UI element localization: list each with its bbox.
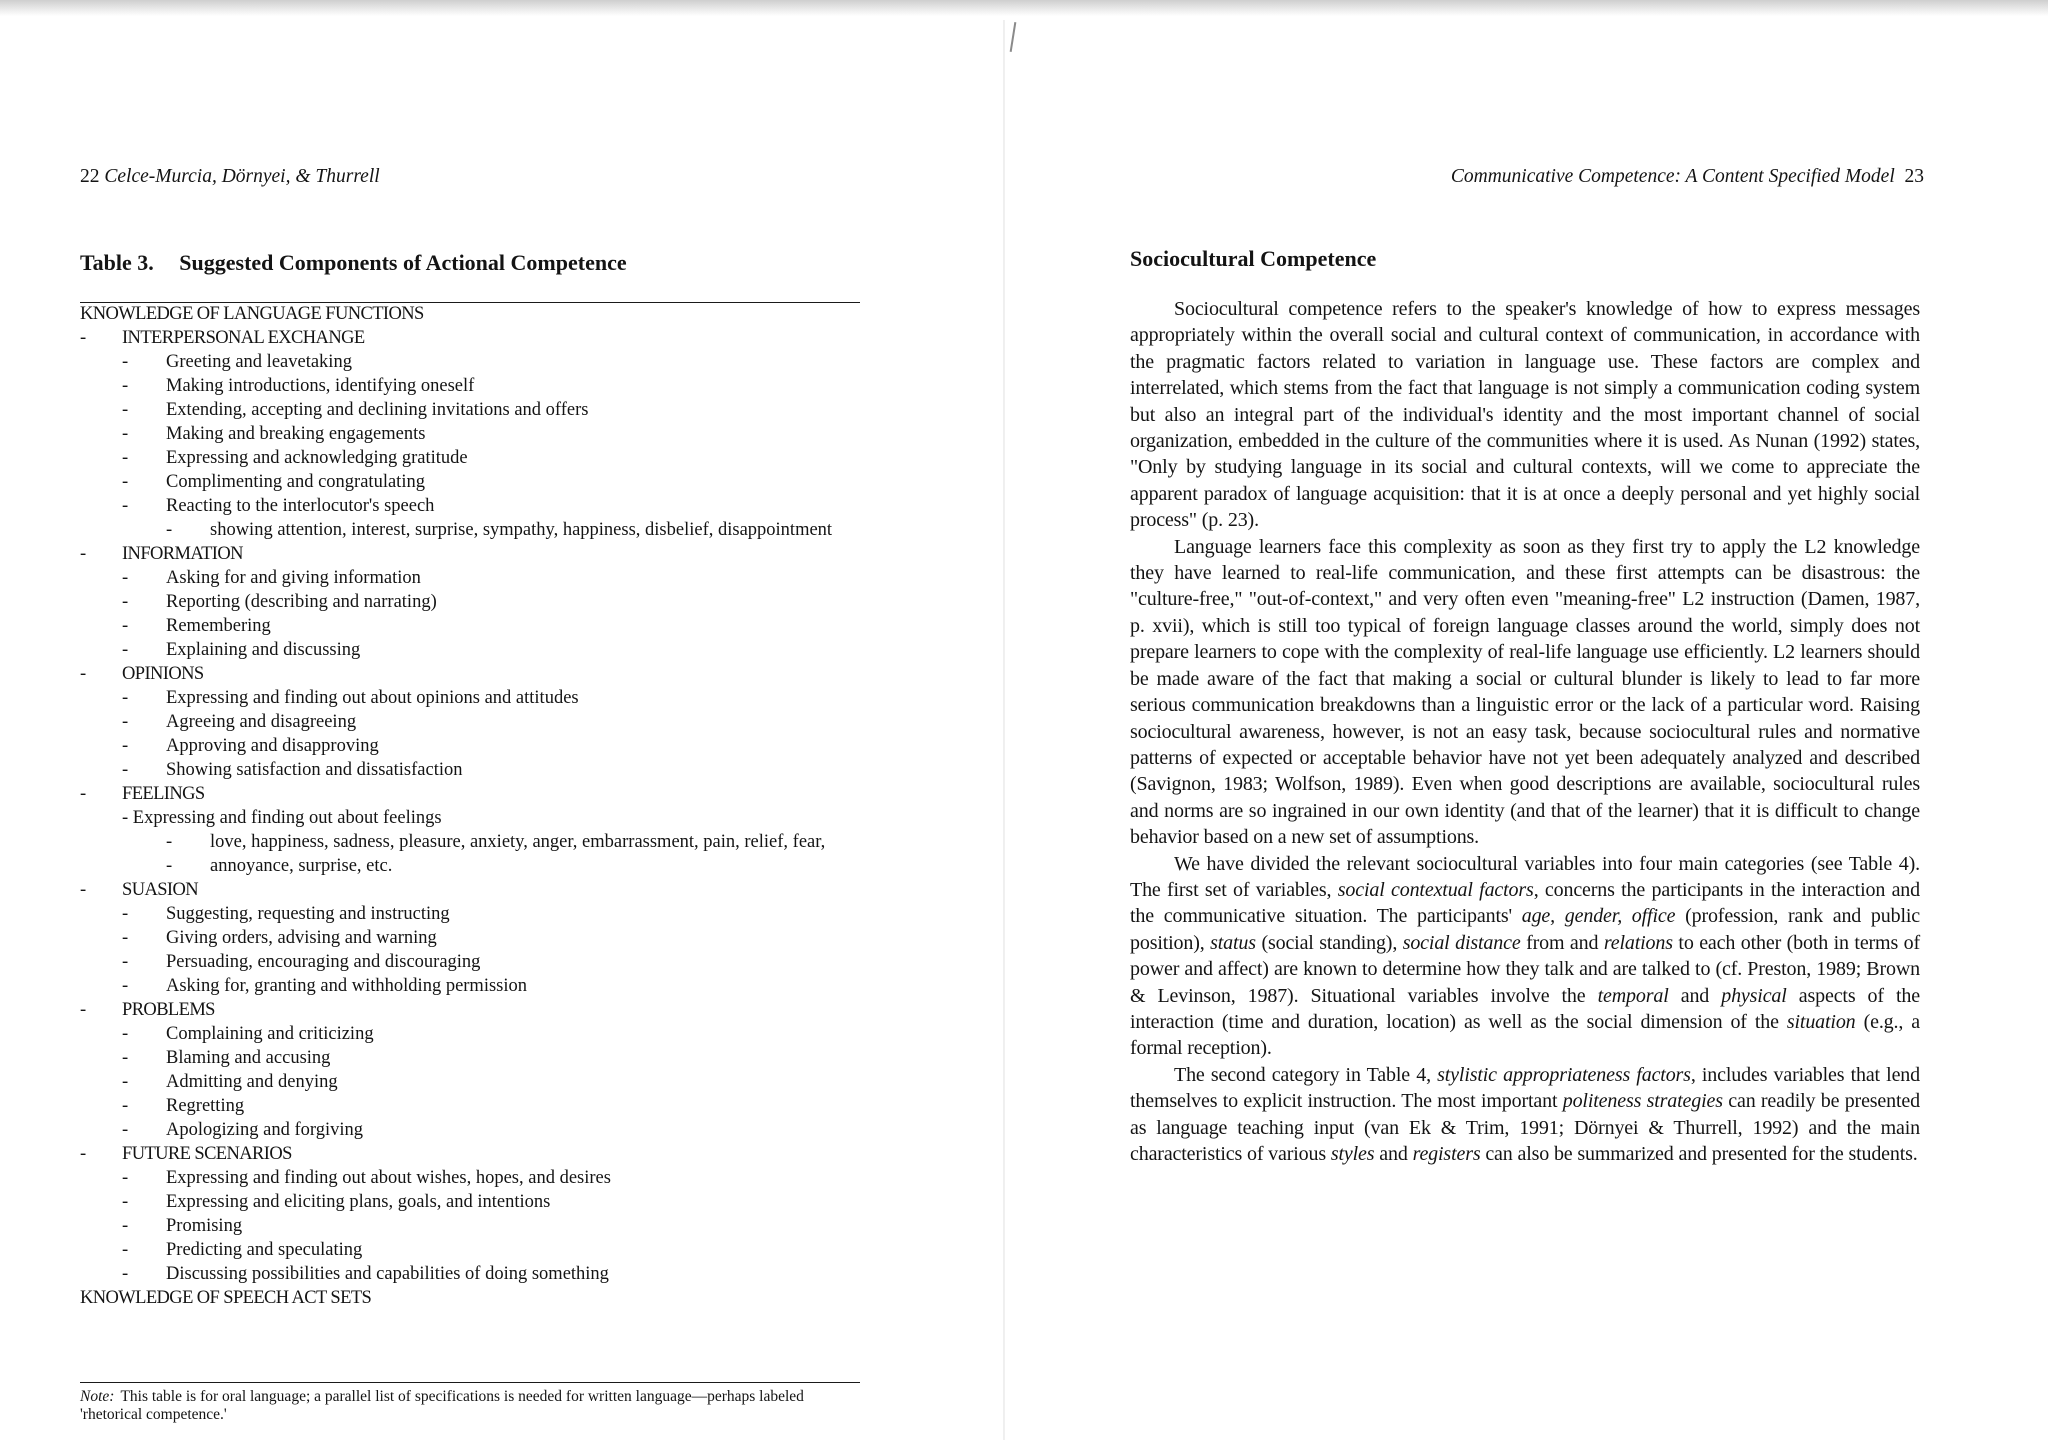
text-run: from and	[1520, 931, 1604, 954]
table-entry	[80, 998, 870, 1022]
table-entry-text: Blaming and accusing	[166, 1048, 331, 1068]
table-entry	[80, 1166, 870, 1190]
table-entry-text: Agreeing and disagreeing	[166, 712, 357, 732]
table-entry	[80, 710, 870, 734]
table-entry-text: Greeting and leavetaking	[166, 352, 352, 372]
table-entry	[80, 662, 870, 686]
table-entry-text: Reacting to the interlocutor's speech	[166, 496, 435, 516]
text-run: can also be summarized and presented for the students.	[1480, 1143, 1918, 1165]
table-body	[80, 302, 870, 1310]
table-entry-text: - Expressing and finding out about feelings	[122, 808, 442, 828]
text-run: Language learners face this complexity as soon as they first try to apply the L2 knowledge they have learned to real-life communication, and these first attempts can be disastrous: the "culture-free," "out-of-context," and very often even "meaning-free" L2 instruction (Damen, 1987, p. xvii), which is still too typical of foreign language classes around the world, simply does not prepare learners to cope with the complexity of real-life language use efficiently. L2 learners should be made aware of the fact that making a social or cultural blunder is likely to lead to far more serious communication breakdowns than a linguistic error or the lack of a particular word. Raising sociocultural awareness, however, is not an easy task, because sociocultural rules and normative patterns of expected or acceptable behavior have not yet been adequately analyzed and described (Savignon, 1983; Wolfson, 1989). Even when good descriptions are available, sociocultural rules and norms are so ingrained in our own identity (and that of the learner) that it is difficult to change behavior based on a new set of assumptions.	[1130, 535, 1920, 849]
table-entry	[80, 422, 870, 446]
table-entry-text: Expressing and acknowledging gratitude	[166, 448, 468, 468]
text-run: (profession, rank and public position),	[1130, 905, 1920, 954]
text-run: aspects of the interaction (time and duration, location) as well as the social dimension of the	[1130, 984, 1920, 1033]
list-dash: -	[166, 832, 173, 852]
list-dash: -	[80, 880, 86, 900]
table-entry	[80, 518, 870, 542]
table-entry	[80, 1190, 870, 1214]
table-entry	[80, 926, 870, 950]
table-entry-text: Complimenting and congratulating	[166, 472, 425, 492]
italic-term: registers	[1412, 1143, 1481, 1165]
table-entry	[80, 1214, 870, 1238]
table-entry-text: Explaining and discussing	[166, 640, 361, 660]
table-entry	[80, 1262, 870, 1286]
table-entry	[80, 542, 870, 566]
list-dash: -	[122, 424, 129, 444]
list-dash: -	[122, 928, 129, 948]
list-dash: -	[122, 1240, 129, 1260]
table-entry	[80, 878, 870, 902]
table-entry	[80, 782, 870, 806]
list-dash: -	[166, 520, 173, 540]
text-run: (social standing),	[1255, 931, 1403, 954]
table-entry	[80, 446, 870, 470]
right-page	[1004, 0, 2048, 1454]
list-dash: -	[80, 328, 86, 348]
table-entry	[80, 590, 870, 614]
list-dash: -	[80, 1000, 86, 1020]
table-entry-text: Extending, accepting and declining invitations and offers	[166, 400, 589, 420]
table-entry-text: Persuading, encouraging and discouraging	[166, 952, 481, 972]
text-run: can readily be presented as language teaching input (van Ek & Trim, 1991; Dörnyei & Thurrell, 1992) and the main characteristics of various	[1130, 1090, 1920, 1165]
table-entry	[80, 566, 870, 590]
list-dash: -	[122, 1168, 129, 1188]
list-dash: -	[122, 568, 129, 588]
list-dash: -	[122, 760, 129, 780]
list-dash: -	[80, 784, 86, 804]
list-dash: -	[122, 352, 129, 372]
list-dash: -	[122, 1120, 129, 1140]
list-dash: -	[122, 712, 129, 732]
italic-term: situation	[1786, 1010, 1856, 1033]
table-entry-text: INFORMATION	[122, 544, 243, 564]
table-entry-text: love, happiness, sadness, pleasure, anxiety, anger, embarrassment, pain, relief, fear,	[210, 832, 826, 852]
table-entry	[80, 350, 870, 374]
right-page-number: 23	[1904, 166, 1924, 187]
table-entry-text: Expressing and eliciting plans, goals, and intentions	[166, 1192, 551, 1212]
italic-term: politeness strategies	[1562, 1090, 1723, 1113]
text-run: The second category in Table 4,	[1174, 1063, 1438, 1086]
list-dash: -	[80, 544, 86, 564]
italic-term: physical	[1721, 984, 1787, 1007]
table-entry	[80, 1238, 870, 1262]
italic-term: styles	[1330, 1143, 1375, 1165]
list-dash: -	[122, 448, 129, 468]
table-note-label: Note:	[80, 1388, 115, 1405]
list-dash: -	[122, 472, 129, 492]
table-entry	[80, 734, 870, 758]
body-paragraph	[1130, 296, 1920, 534]
table-title	[80, 250, 627, 276]
text-run: , concerns the participants in the interaction and the communicative situation. The participants'	[1130, 878, 1920, 928]
table-entry	[80, 374, 870, 398]
list-dash: -	[122, 688, 129, 708]
left-page	[0, 0, 1004, 1454]
italic-term: social contextual factors	[1337, 878, 1534, 901]
list-dash: -	[166, 856, 173, 876]
text-run: (e.g., a formal reception).	[1130, 1010, 1920, 1060]
table-entry-text: INTERPERSONAL EXCHANGE	[122, 328, 365, 348]
table-entry-text: Asking for and giving information	[166, 568, 421, 588]
table-entry-text: annoyance, surprise, etc.	[210, 856, 393, 876]
list-dash: -	[80, 1144, 86, 1164]
text-run: We have divided the relevant sociocultural variables into four main categories (see Table 4). The first set of variables,	[1130, 852, 1920, 901]
table-entry-text: Complaining and criticizing	[166, 1024, 374, 1044]
italic-term: relations	[1603, 931, 1673, 954]
text-run: Sociocultural competence refers to the speaker's knowledge of how to express messages appropriately within the overall social and cultural context of communication, in accordance with the pragmatic factors related to variation in language use. These factors are complex and interrelated, which stems from the fact that language is not simply a communication coding system but also an integral part of the individual's identity and the most important channel of social organization, embedded in the culture of the communities where it is used. As Nunan (1992) states, "Only by studying language in its social and cultural contexts, will we come to appreciate the apparent paradox of language acquisition: that it is at once a deeply personal and yet highly social process" (p. 23).	[1130, 298, 1920, 532]
table-entry-text: Remembering	[166, 616, 271, 636]
italic-term: age, gender, office	[1521, 905, 1676, 928]
table-entry-text: Expressing and finding out about wishes, hopes, and desires	[166, 1168, 611, 1188]
table-entry	[80, 758, 870, 782]
table-entry-text: OPINIONS	[122, 664, 204, 684]
list-dash: -	[122, 1072, 129, 1092]
table-entry	[80, 302, 870, 326]
table-entry	[80, 398, 870, 422]
list-dash: -	[122, 400, 129, 420]
text-run: to each other (both in terms of power and affect) are known to determine how they talk and are talked to (cf. Preston, 1989; Brown & Levinson, 1987). Situational variables involve the	[1130, 931, 1920, 1007]
table-title-text: Suggested Components of Actional Competence	[179, 250, 627, 275]
table-entry	[80, 806, 870, 830]
table-note-text: This table is for oral language; a parallel list of specifications is needed for written language—perhaps labeled 'rhetorical competence.'	[80, 1388, 804, 1423]
table-entry	[80, 1118, 870, 1142]
list-dash: -	[122, 1264, 129, 1284]
table-entry	[80, 1094, 870, 1118]
list-dash: -	[80, 664, 86, 684]
list-dash: -	[122, 976, 129, 996]
table-entry-text: Approving and disapproving	[166, 736, 379, 756]
left-running-head-authors: Celce-Murcia, Dörnyei, & Thurrell	[104, 166, 380, 187]
italic-term: temporal	[1597, 984, 1669, 1007]
right-running-head-title: Communicative Competence: A Content Specified Model	[1450, 166, 1895, 187]
table-entry-text: FEELINGS	[122, 784, 205, 804]
table-entry-text: Showing satisfaction and dissatisfaction	[166, 760, 463, 780]
text-run: and	[1668, 984, 1722, 1007]
table-entry-text: Suggesting, requesting and instructing	[166, 904, 450, 924]
table-entry-text: Giving orders, advising and warning	[166, 928, 437, 948]
section-title: Sociocultural Competence	[1130, 246, 1377, 271]
table-entry-text: Apologizing and forgiving	[166, 1120, 363, 1140]
table-entry-text: FUTURE SCENARIOS	[122, 1144, 292, 1164]
table-entry-text: Predicting and speculating	[166, 1240, 363, 1260]
list-dash: -	[122, 1096, 129, 1116]
list-dash: -	[122, 640, 129, 660]
table-entry-text: Discussing possibilities and capabilities of doing something	[166, 1264, 609, 1284]
table-entry	[80, 326, 870, 350]
table-entry-text: Making and breaking engagements	[166, 424, 426, 444]
table-entry	[80, 854, 870, 878]
list-dash: -	[122, 1192, 129, 1212]
table-entry	[80, 1022, 870, 1046]
table-entry	[80, 1046, 870, 1070]
table-entry	[80, 1286, 870, 1310]
table-entry-text: Reporting (describing and narrating)	[166, 592, 437, 612]
table-entry-text: PROBLEMS	[122, 1000, 215, 1020]
table-entry-text: Asking for, granting and withholding permission	[166, 976, 528, 996]
table-entry	[80, 902, 870, 926]
body-paragraph	[1130, 534, 1920, 851]
italic-term: stylistic appropriateness factors	[1437, 1063, 1691, 1086]
table-entry-text: Admitting and denying	[166, 1072, 338, 1092]
table-entry-text: Regretting	[166, 1096, 245, 1116]
text-run: , includes variables that lend themselves to explicit instruction. The most important	[1130, 1063, 1921, 1113]
italic-term: social distance	[1402, 931, 1521, 954]
table-entry	[80, 950, 870, 974]
list-dash: -	[122, 376, 129, 396]
table-entry-text: showing attention, interest, surprise, sympathy, happiness, disbelief, disappointment	[210, 520, 833, 540]
list-dash: -	[122, 616, 129, 636]
table-entry	[80, 470, 870, 494]
left-page-number: 22	[80, 166, 100, 187]
table-bottom-rule	[80, 1382, 860, 1383]
body-paragraph	[1130, 851, 1920, 1062]
table-entry	[80, 830, 870, 854]
text-run: and	[1374, 1143, 1413, 1165]
table-entry-text: Expressing and finding out about opinions and attitudes	[166, 688, 579, 708]
table-entry-text: Making introductions, identifying oneself	[166, 376, 475, 396]
table-entry-text: SUASION	[122, 880, 198, 900]
table-entry	[80, 638, 870, 662]
italic-term: status	[1210, 931, 1256, 954]
table-entry-text: KNOWLEDGE OF SPEECH ACT SETS	[80, 1288, 372, 1308]
table-entry	[80, 494, 870, 518]
table-note	[80, 1388, 866, 1424]
table-entry	[80, 614, 870, 638]
left-running-head	[80, 166, 380, 188]
list-dash: -	[122, 496, 129, 516]
right-running-head	[1451, 166, 1924, 188]
table-entry	[80, 1070, 870, 1094]
table-entry-text: KNOWLEDGE OF LANGUAGE FUNCTIONS	[80, 304, 424, 324]
body-paragraph	[1130, 1062, 1920, 1168]
table-entry	[80, 974, 870, 998]
list-dash: -	[122, 1216, 129, 1236]
list-dash: -	[122, 1048, 129, 1068]
list-dash: -	[122, 952, 129, 972]
table-entry	[80, 686, 870, 710]
list-dash: -	[122, 1024, 129, 1044]
table-number: Table 3.	[80, 250, 154, 275]
table-entry-text: Promising	[166, 1216, 243, 1236]
list-dash: -	[122, 736, 129, 756]
body-text	[1130, 296, 1920, 1167]
table-entry	[80, 1142, 870, 1166]
list-dash: -	[122, 904, 129, 924]
list-dash: -	[122, 592, 129, 612]
